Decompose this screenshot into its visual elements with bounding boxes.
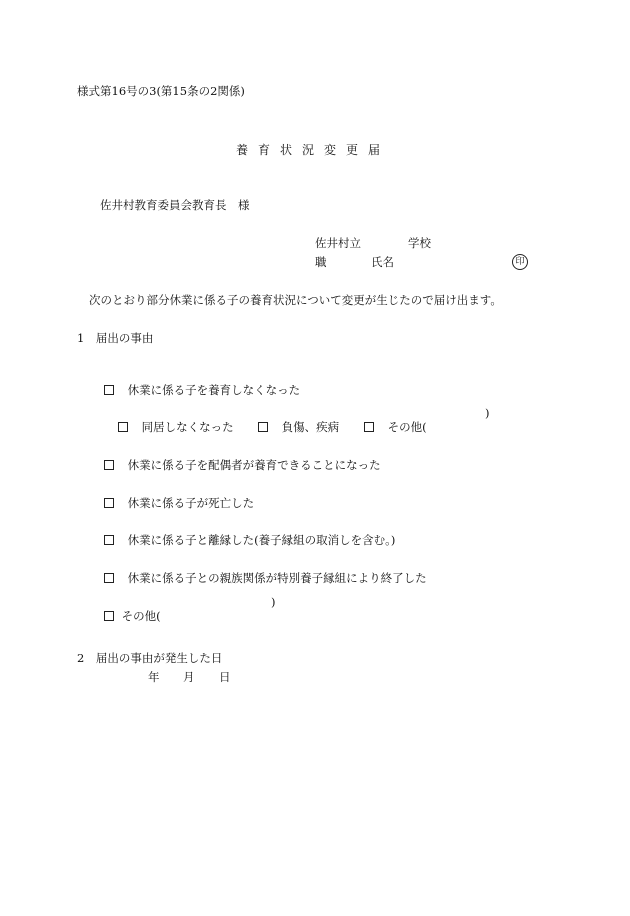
- sub-option-checkbox[interactable]: [364, 422, 374, 432]
- option-checkbox[interactable]: [104, 460, 114, 470]
- sub-option-checkbox[interactable]: [258, 422, 268, 432]
- other-close-paren: ): [271, 595, 276, 609]
- option-label: 休業に係る子を養育しなくなった: [127, 382, 301, 397]
- sub-option-label: 負傷、疾病: [281, 419, 340, 434]
- sub-option-row: [243, 407, 339, 448]
- option-row: [89, 445, 381, 486]
- document-title: 養育状況変更届: [236, 143, 391, 157]
- name-label: 氏名: [371, 255, 394, 269]
- option-row: [89, 483, 254, 524]
- year-label: 年: [148, 670, 160, 684]
- sub-option-row: [349, 407, 427, 448]
- section2-heading: 2 届出の事由が発生した日: [77, 651, 223, 665]
- option-label: 休業に係る子と離縁した(養子縁組の取消しを含む。): [127, 532, 396, 547]
- option-checkbox[interactable]: [104, 385, 114, 395]
- other-checkbox[interactable]: [104, 611, 114, 621]
- school-prefix: 佐井村立: [315, 236, 361, 250]
- sub-option-label: 同居しなくなった: [141, 419, 234, 434]
- option-checkbox[interactable]: [104, 573, 114, 583]
- option-row: [89, 558, 427, 599]
- school-suffix: 学校: [408, 236, 431, 250]
- seal-mark: 印: [512, 254, 528, 270]
- option-label: 休業に係る子との親族関係が特別養子縁組により終了した: [127, 570, 427, 585]
- section1-heading: 1 届出の事由: [77, 331, 154, 345]
- option-row: [89, 520, 395, 561]
- sub-option-checkbox[interactable]: [118, 422, 128, 432]
- option-row: [89, 370, 300, 411]
- form-number: 様式第16号の3(第15条の2関係): [77, 84, 245, 98]
- month-label: 月: [183, 670, 195, 684]
- day-label: 日: [219, 670, 231, 684]
- other-option-row: [89, 596, 161, 637]
- position-label: 職: [315, 255, 327, 269]
- option-label: 休業に係る子を配偶者が養育できることになった: [127, 457, 381, 472]
- intro-text: 次のとおり部分休業に係る子の養育状況について変更が生じたので届け出ます。: [89, 293, 502, 307]
- option-label: 休業に係る子が死亡した: [127, 495, 255, 510]
- sub-option-close-paren: ): [485, 406, 490, 420]
- sub-option-row: [103, 407, 234, 448]
- option-checkbox[interactable]: [104, 498, 114, 508]
- other-label: その他(: [121, 608, 161, 623]
- sub-option-label: その他(: [387, 419, 427, 434]
- option-checkbox[interactable]: [104, 535, 114, 545]
- addressee: 佐井村教育委員会教育長 様: [100, 198, 250, 212]
